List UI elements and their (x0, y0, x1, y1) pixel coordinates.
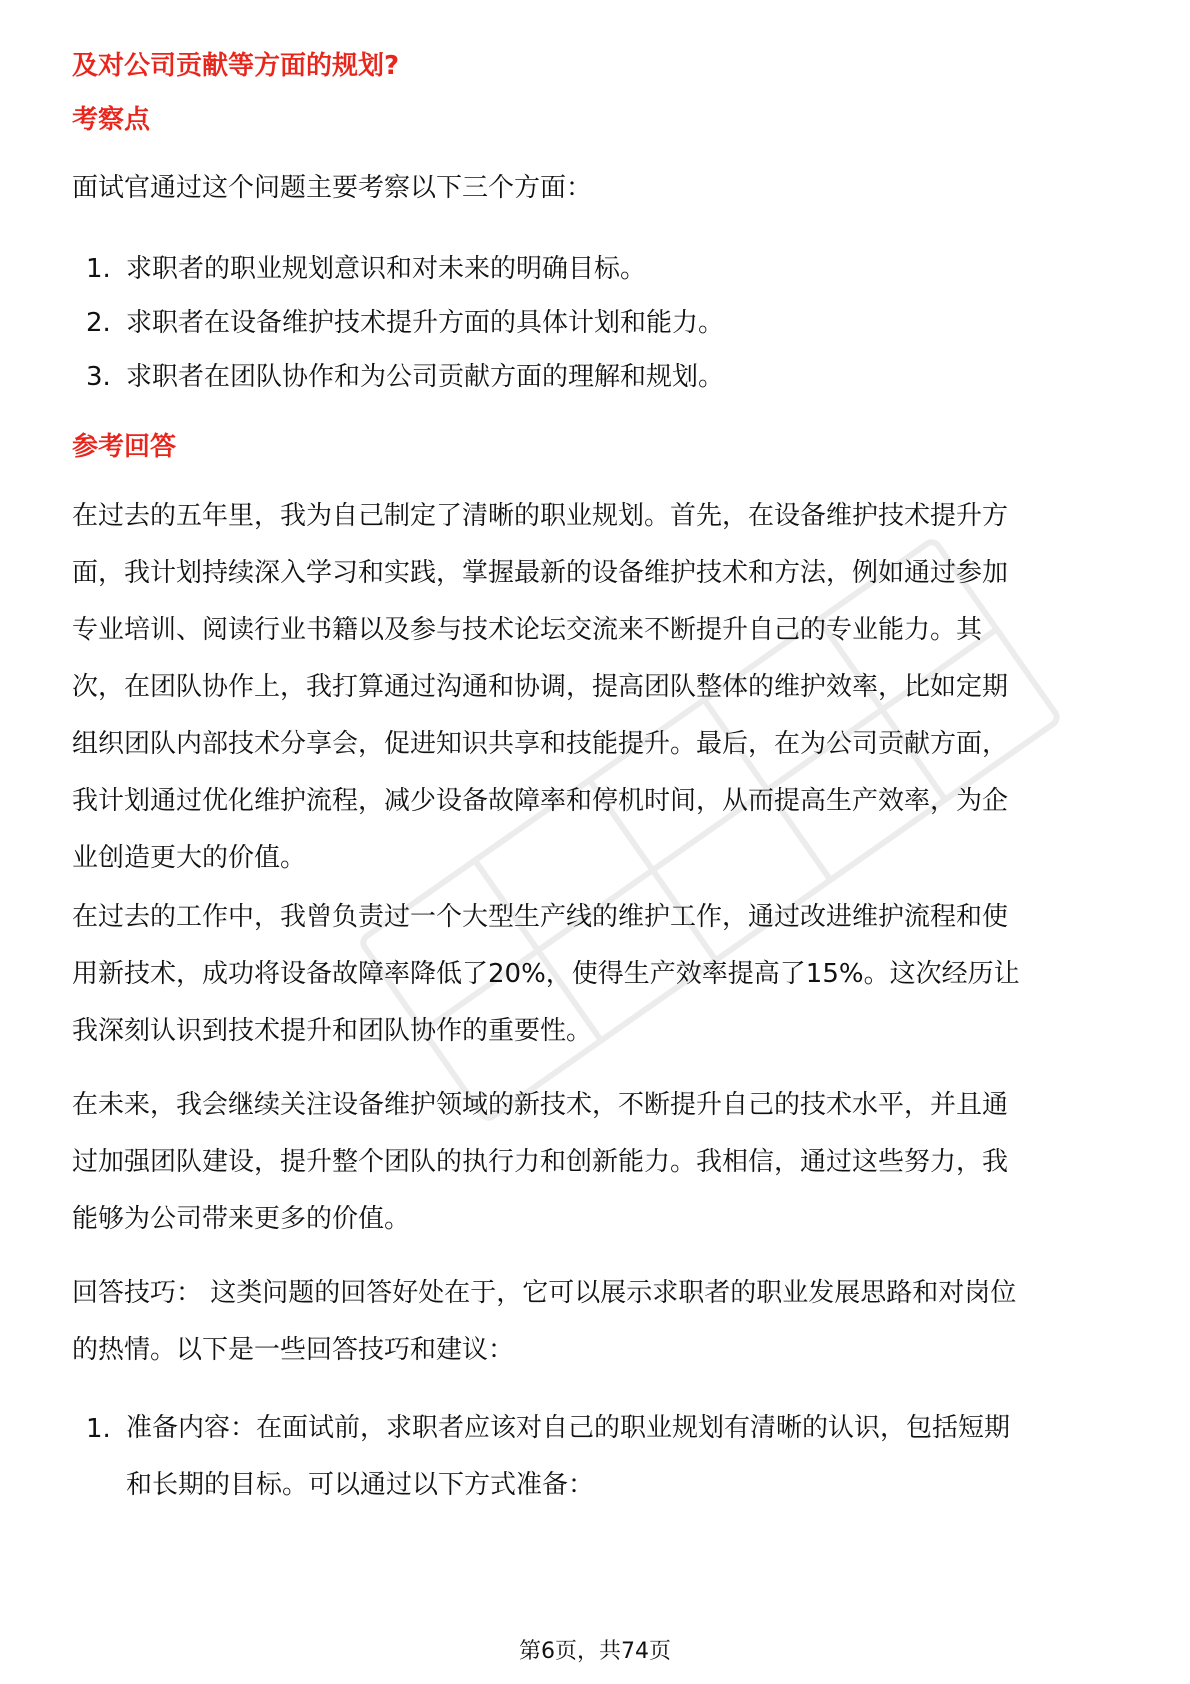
paragraph-line: 专业培训、阅读行业书籍以及参与技术论坛交流来不断提升自己的专业能力。其 (72, 615, 983, 645)
paragraph-line: 回答技巧： 这类问题的回答好处在于，它可以展示求职者的职业发展思路和对岗位 (72, 1278, 1017, 1308)
answer-paragraph-1 (72, 488, 1122, 887)
list-item (72, 1400, 1122, 1514)
list-text: 求职者在团队协作和为公司贡献方面的理解和规划。 (126, 362, 725, 392)
paragraph-line: 能够为公司带来更多的价值。 (72, 1204, 411, 1234)
paragraph-line: 业创造更大的价值。 (72, 843, 307, 873)
list-number: 2. (86, 308, 111, 338)
paragraph-line: 在过去的五年里，我为自己制定了清晰的职业规划。首先，在设备维护技术提升方 (72, 501, 1009, 531)
paragraph-line: 面，我计划持续深入学习和实践，掌握最新的设备维护技术和方法，例如通过参加 (72, 558, 1009, 588)
paragraph-line: 我计划通过优化维护流程，减少设备故障率和停机时间，从而提高生产效率，为企 (72, 786, 1009, 816)
list-number: 1. (86, 254, 111, 284)
list-text-line: 准备内容：在面试前，求职者应该对自己的职业规划有清晰的认识，包括短期 (126, 1413, 1011, 1443)
paragraph-line: 用新技术，成功将设备故障率降低了20%，使得生产效率提高了15%。这次经历让 (72, 959, 1020, 989)
section-title-focus: 考察点 (72, 105, 151, 135)
paragraph-line: 组织团队内部技术分享会，促进知识共享和技能提升。最后，在为公司贡献方面， (72, 729, 1009, 759)
list-number: 3. (86, 362, 111, 392)
answer-paragraph-2 (72, 889, 1122, 1060)
paragraph-line: 次，在团队协作上，我打算通过沟通和协调，提高团队整体的维护效率，比如定期 (72, 672, 1009, 702)
paragraph-line: 我深刻认识到技术提升和团队协作的重要性。 (72, 1016, 593, 1046)
question-title-tail: 及对公司贡献等方面的规划? (72, 51, 400, 81)
list-item (72, 242, 1122, 296)
answer-paragraph-3 (72, 1077, 1122, 1248)
focus-list (72, 242, 1122, 404)
paragraph-line: 的热情。以下是一些回答技巧和建议： (72, 1335, 515, 1365)
paragraph-line: 在未来，我会继续关注设备维护领域的新技术，不断提升自己的技术水平，并且通 (72, 1090, 1009, 1120)
paragraph-line: 在过去的工作中，我曾负责过一个大型生产线的维护工作，通过改进维护流程和使 (72, 902, 1009, 932)
list-number: 1. (86, 1414, 111, 1444)
page-footer: 第6页，共74页 (519, 1639, 671, 1664)
list-text: 求职者在设备维护技术提升方面的具体计划和能力。 (126, 308, 725, 338)
list-text-line: 和长期的目标。可以通过以下方式准备： (126, 1470, 595, 1500)
list-item (72, 296, 1122, 350)
tips-list (72, 1400, 1122, 1514)
focus-intro (72, 160, 1122, 217)
tips-intro (72, 1265, 1122, 1379)
section-title-answer: 参考回答 (72, 432, 177, 462)
focus-intro-text: 面试官通过这个问题主要考察以下三个方面： (72, 173, 593, 203)
list-text: 求职者的职业规划意识和对未来的明确目标。 (126, 254, 647, 284)
paragraph-line: 过加强团队建设，提升整个团队的执行力和创新能力。我相信，通过这些努力，我 (72, 1147, 1009, 1177)
list-item (72, 350, 1122, 404)
